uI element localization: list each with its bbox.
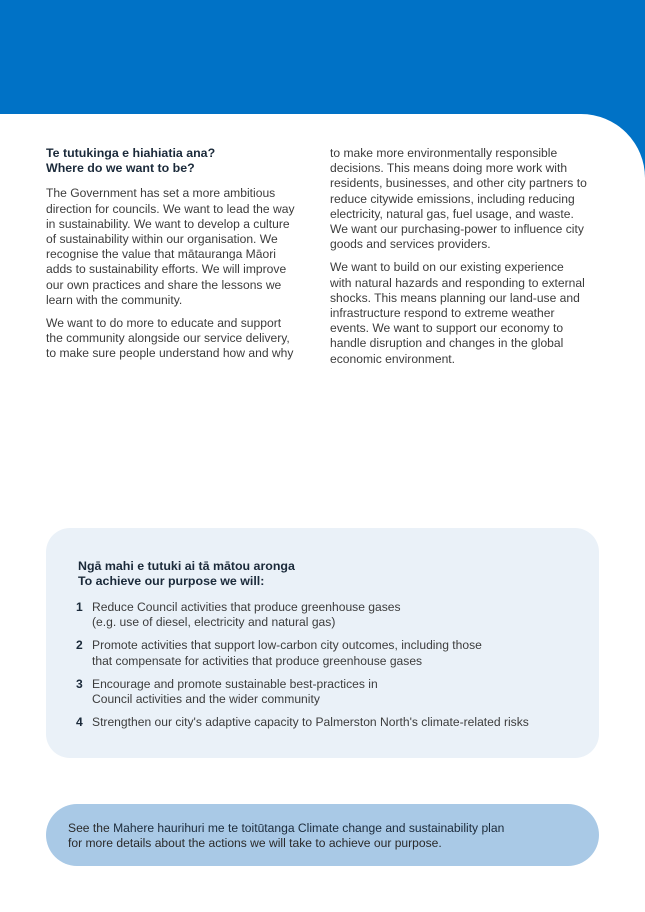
item-number: 4 (76, 715, 83, 730)
item-text (92, 638, 482, 668)
paragraph: We want to build on our existing experience with natural hazards and responding to external shocks. This means planning our land-use and infrastructure respond to extreme weather events. We want to support our economy to handle disruption and changes in the global economic environment. (330, 260, 585, 366)
purpose-heading (78, 559, 295, 589)
item-text (92, 715, 529, 730)
purpose-list (76, 600, 576, 738)
item-line: Reduce Council activities that produce greenhouse gases (92, 600, 401, 614)
list-item (76, 600, 576, 630)
item-text (92, 677, 378, 707)
plan-reference-text (68, 821, 588, 852)
list-item (76, 715, 576, 730)
cta-prefix: See the (68, 821, 114, 835)
heading-english: Where do we want to be? (46, 161, 195, 176)
item-line: Strengthen our city's adaptive capacity to Palmerston North's climate-related risks (92, 715, 529, 730)
item-line: Encourage and promote sustainable best-practices in (92, 676, 378, 691)
heading-maori: Te tutukinga e hiahiatia ana? (46, 146, 216, 160)
plan-link[interactable]: Mahere haurihuri me te toitūtanga Climate change and sustainability plan (113, 821, 505, 835)
paragraph: We want to do more to educate and support the community alongside our service delivery, to make sure people understand how and why (46, 316, 294, 361)
item-text (92, 600, 401, 630)
list-item (76, 677, 576, 707)
list-item (76, 638, 576, 668)
paragraph: The Government has set a more ambitious direction for councils. We want to lead the way in sustainability. We want to develop a culture of sustainability within our organisation. We recognise the value that mātauranga Māori adds to sustainability efforts. We will improve our own practices and share the lessons we learn with the community. (46, 186, 295, 307)
item-line: that compensate for activities that produce greenhouse gases (92, 653, 423, 668)
cta-suffix: for more details about the actions we will take to achieve our purpose. (68, 836, 442, 851)
header-band (0, 0, 645, 114)
item-line: Promote activities that support low-carbon city outcomes, including those (92, 638, 482, 653)
left-column (46, 146, 298, 370)
paragraph: to make more environmentally responsible decisions. This means doing more work with residents, businesses, and other city partners to reduce citywide emissions, including reducing electricity, natural gas, fuel usage, and waste. We want our purchasing-power to influence city goods and services providers. (330, 146, 587, 252)
right-column (330, 146, 588, 375)
purpose-heading-english: To achieve our purpose we will: (78, 574, 265, 589)
item-number: 2 (76, 638, 83, 653)
item-number: 1 (76, 600, 83, 614)
section-heading (46, 146, 298, 176)
item-line: Council activities and the wider community (92, 692, 320, 707)
plan-reference-box (46, 804, 599, 866)
item-number: 3 (76, 676, 83, 691)
purpose-heading-maori: Ngā mahi e tutuki ai tā mātou aronga (78, 559, 295, 573)
purpose-box (46, 528, 599, 758)
item-line: (e.g. use of diesel, electricity and natural gas) (92, 615, 336, 630)
